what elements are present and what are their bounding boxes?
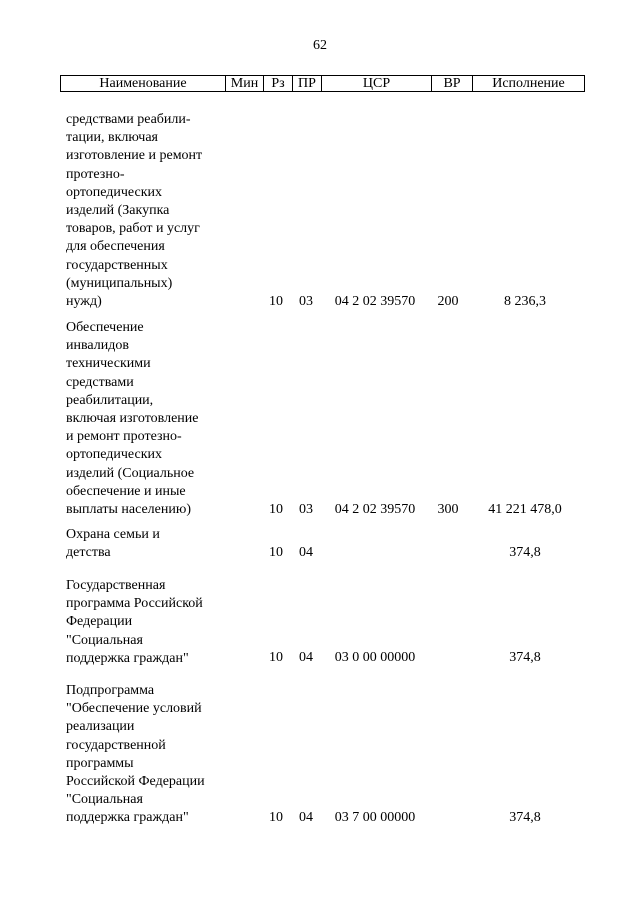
row-rz: 04 [299, 545, 313, 560]
header-name: Наименование [99, 76, 187, 91]
row-name [66, 111, 226, 311]
row-name-line: (муниципальных) [66, 275, 173, 291]
row-name-line: изделий (Закупка [66, 203, 170, 219]
row-name-line: инвалидов [66, 338, 129, 354]
row-name-line: детства [66, 545, 111, 561]
row-vr: 200 [437, 294, 459, 309]
row-min: 10 [269, 294, 283, 309]
row-name-line: средствами реабили- [66, 112, 191, 127]
header-pr: ПР [292, 76, 321, 91]
row-name-line: протезно- [66, 166, 125, 182]
row-name-line: государственных [66, 257, 168, 273]
header-vr: ВР [431, 76, 472, 91]
row-name-line: "Социальная [66, 792, 143, 808]
row-csr: 03 7 00 00000 [334, 810, 416, 825]
row-min: 10 [269, 810, 283, 825]
row-csr: 03 0 00 00000 [334, 650, 416, 665]
row-rz: 03 [299, 294, 313, 309]
row-name-line: ортопедических [66, 447, 162, 463]
row-name-line: Государственная [66, 578, 166, 593]
row-min: 10 [269, 545, 283, 560]
row-name-line: "Обеспечение условий [66, 701, 202, 717]
row-name-line: изготовление и ремонт [66, 148, 203, 164]
row-csr: 04 2 02 39570 [334, 294, 416, 309]
row-name-line: ортопедических [66, 184, 162, 200]
row-isp: 374,8 [509, 545, 541, 560]
row-name-line: реализации [66, 719, 135, 735]
row-isp: 374,8 [509, 650, 541, 665]
row-name [66, 682, 226, 828]
row-name-line: Российской Федерации [66, 774, 205, 790]
row-min: 10 [269, 502, 283, 517]
row-name-line: государственной [66, 737, 166, 753]
row-name [66, 577, 226, 668]
row-name-line: включая изготовление [66, 411, 199, 427]
row-rz: 04 [299, 650, 313, 665]
table-header [60, 75, 585, 92]
row-name-line: нужд) [66, 294, 102, 310]
row-name-line: реабилитации, [66, 392, 154, 408]
row-name-line: техническими [66, 356, 151, 372]
row-name-line: и ремонт протезно- [66, 429, 182, 445]
row-name-line: тации, включая [66, 130, 158, 146]
row-name-line: Охрана семьи и [66, 527, 160, 542]
row-csr: 04 2 02 39570 [334, 502, 416, 517]
row-name-line: изделий (Социальное [66, 465, 195, 481]
page-number: 62 [313, 38, 327, 53]
row-name-line: средствами [66, 374, 134, 390]
row-rz: 04 [299, 810, 313, 825]
row-name-line: поддержка граждан" [66, 810, 189, 826]
row-rz: 03 [299, 502, 313, 517]
row-name-line: Федерации [66, 614, 133, 630]
row-isp: 8 236,3 [504, 294, 546, 309]
header-rz: Рз [263, 76, 292, 91]
row-name [66, 526, 226, 562]
row-isp: 41 221 478,0 [488, 502, 562, 517]
row-name [66, 319, 226, 519]
row-vr: 300 [437, 502, 459, 517]
row-name-line: "Социальная [66, 632, 143, 648]
header-csr: ЦСР [321, 76, 431, 91]
row-name-line: для обеспечения [66, 239, 165, 255]
row-name-line: товаров, работ и услуг [66, 221, 200, 237]
row-name-line: поддержка граждан" [66, 650, 189, 666]
row-name-line: программа Российской [66, 596, 203, 612]
row-min: 10 [269, 650, 283, 665]
row-name-line: Обеспечение [66, 320, 144, 335]
header-min: Мин [225, 76, 263, 91]
row-name-line: обеспечение и иные [66, 483, 186, 499]
header-isp: Исполнение [472, 76, 584, 91]
row-isp: 374,8 [509, 810, 541, 825]
row-name-line: программы [66, 755, 134, 771]
row-name-line: выплаты населению) [66, 502, 191, 518]
row-name-line: Подпрограмма [66, 683, 155, 698]
